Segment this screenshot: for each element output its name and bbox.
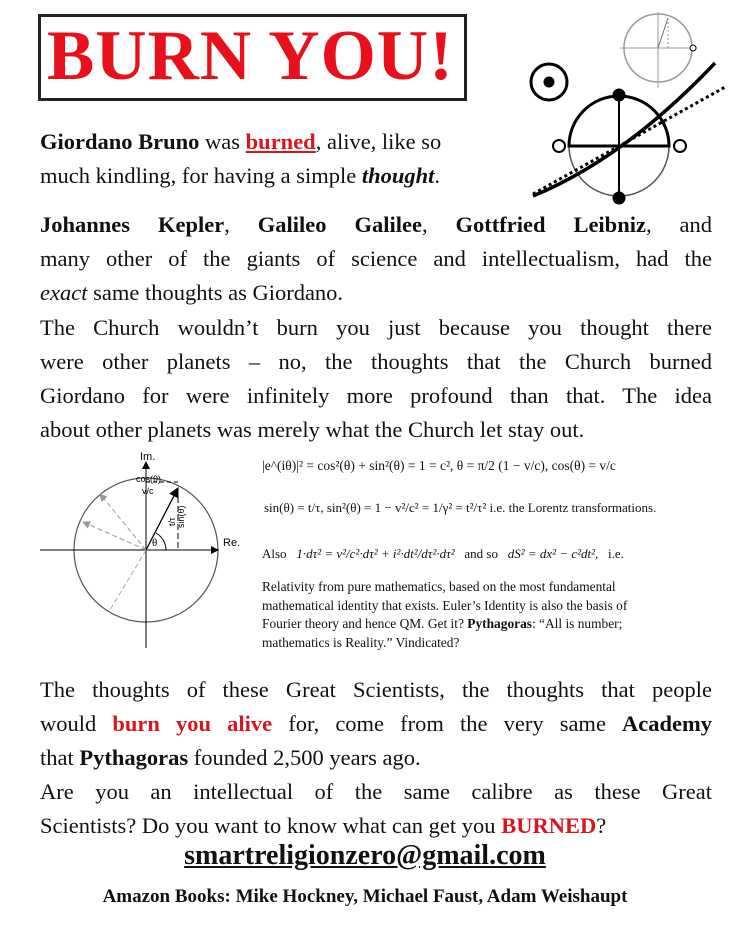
sine-equation: sin(θ) = t/τ, sin²(θ) = 1 − v²/c² = 1/γ² = t²/τ² i.e. the Lorentz transformations. (264, 500, 657, 515)
unit-circle-diagram (38, 450, 248, 655)
svg-text:v/c: v/c (142, 486, 154, 496)
giants-paragraph: Johannes Kepler, Galileo Galilee, Gottfried Leibniz, and many other of the giants of science and intellectualism, had the exact same thoughts as Giordano. (40, 212, 713, 305)
svg-text:θ: θ (152, 537, 158, 549)
euler-equation: |e^(iθ)|² = cos²(θ) + sin²(θ) = 1 = c², θ = π/2 (1 − v/c), cos(θ) = v/c (262, 458, 616, 473)
galileo-name: Galileo Galilee (257, 212, 422, 237)
svg-text:Re.: Re. (223, 537, 241, 549)
geometry-illustration (515, 8, 730, 223)
svg-text:t/τ: t/τ (167, 517, 177, 526)
relativity-paragraph: Relativity from pure mathematics, based on the most fundamental mathematical identity that exists. Euler’s Identity is also the basis of Fourier theory and hence QM. Get it? Pythagoras: “All is number; mathematics is Reality.” Vindicated? (262, 579, 628, 650)
metric-equation: Also 1·dτ² = v²/c²·dτ² + i²·dt²/dτ²·dτ² and so dS² = dx² − c²dt², i.e. (262, 546, 624, 561)
church-paragraph: The Church wouldn’t burn you just because you thought there were other planets – no, the thoughts that the Church burned Giordano for were infinitely more profound than that. The idea about other planets was merely what the Church let stay out. (40, 315, 712, 442)
burned-caps-emphasis: BURNED (501, 813, 597, 838)
leibniz-name: Gottfried Leibniz (455, 212, 646, 237)
contact-email-link[interactable]: smartreligionzero@gmail.com (184, 840, 546, 871)
closing-paragraph: The thoughts of these Great Scientists, the thoughts that people would burn you alive for, come from the very same Academy that Pythagoras founded 2,500 years ago. Are you an intellectual of the same calibre as these Great Scientists? Do you want to know what can get you BURNED? (40, 677, 713, 838)
svg-text:sin(θ): sin(θ) (176, 505, 186, 528)
bruno-name: Giordano Bruno (40, 129, 200, 154)
burn-alive-emphasis: burn you alive (112, 711, 273, 736)
intro-paragraph: Giordano Bruno was burned, alive, like so much kindling, for having a simple thought. (40, 129, 442, 188)
svg-text:Im.: Im. (140, 451, 156, 463)
thought-emphasis: thought (361, 163, 435, 188)
burned-link: burned (245, 129, 316, 154)
kepler-name: Johannes Kepler (40, 212, 225, 237)
svg-text:cos(θ): cos(θ) (136, 474, 162, 484)
amazon-books-line: Amazon Books: Mike Hockney, Michael Faust, Adam Weishaupt (102, 886, 628, 907)
page-title: BURN YOU! (38, 14, 467, 101)
